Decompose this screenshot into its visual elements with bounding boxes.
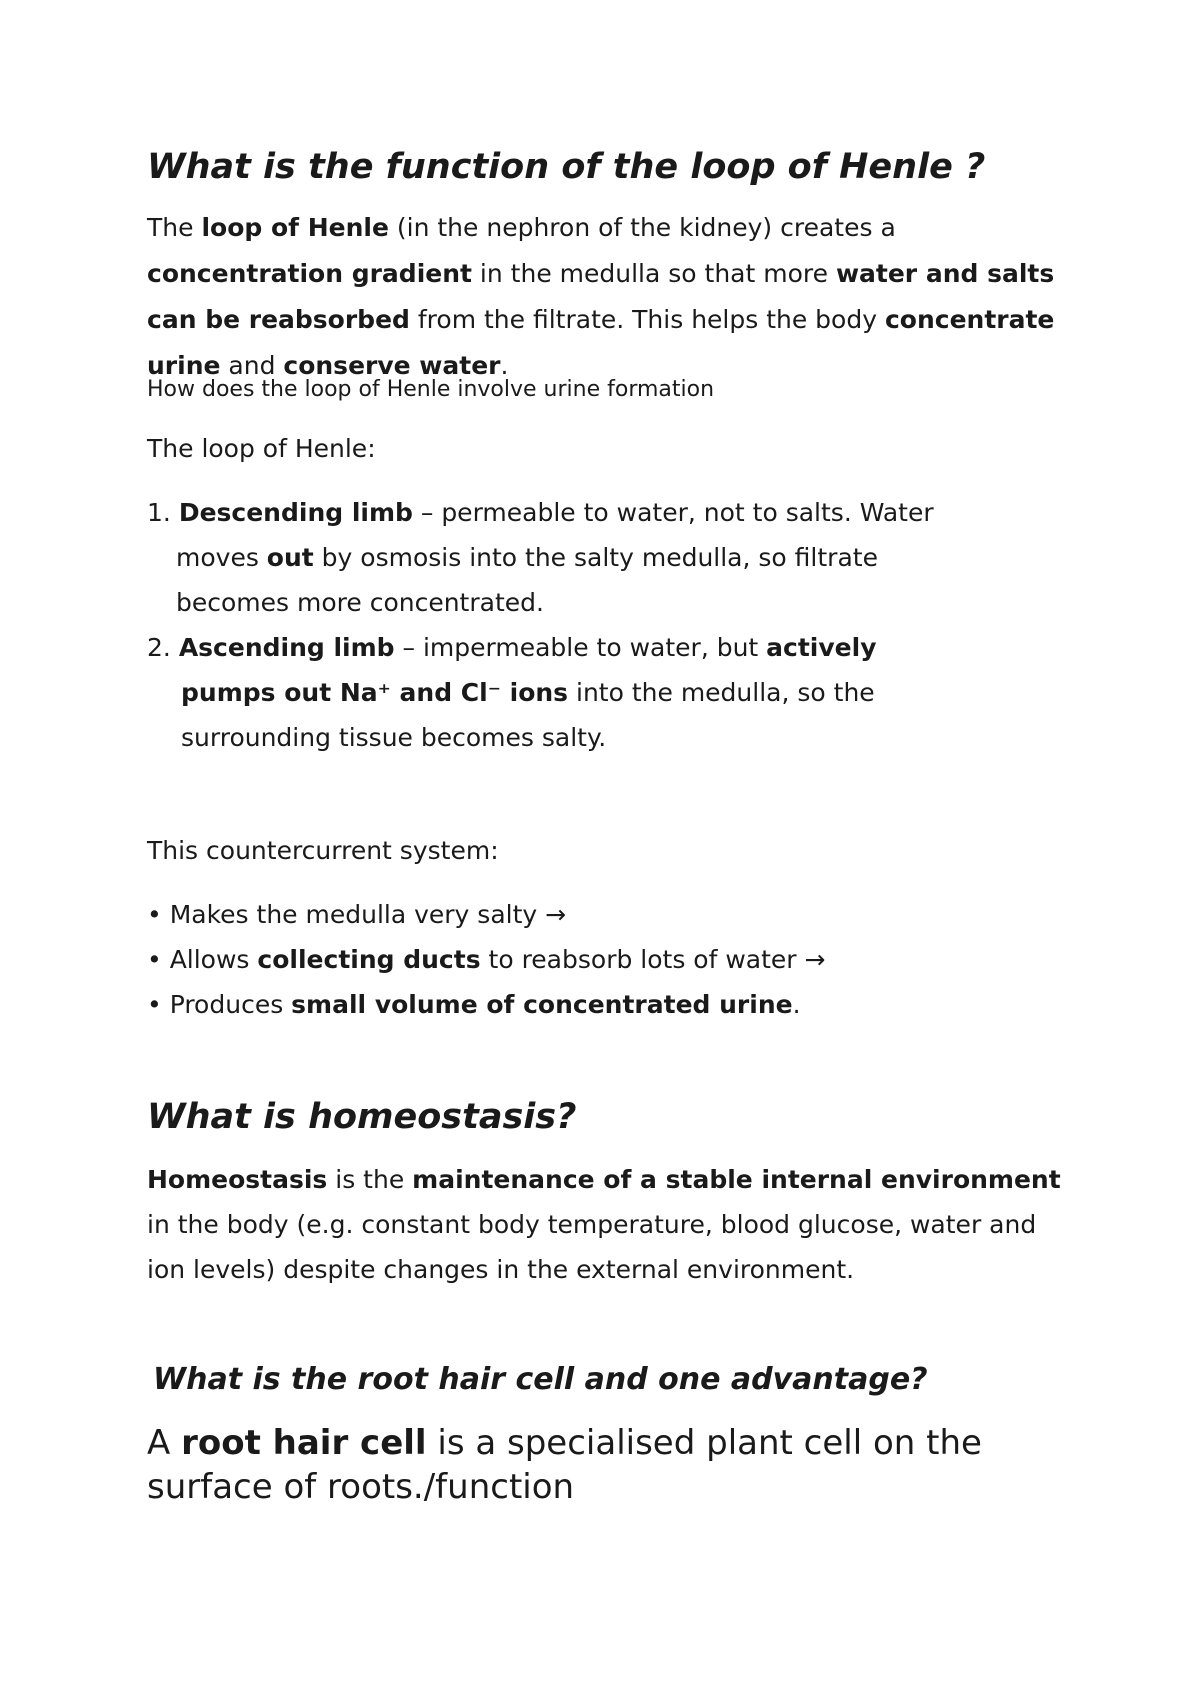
bullet-item	[147, 982, 825, 1027]
text-run: to reabsorb lots of water →	[480, 945, 826, 974]
step-number: 1.	[147, 498, 171, 527]
text-run: in the medulla so that more	[471, 259, 836, 288]
heading-homeostasis: What is homeostasis?	[147, 1097, 577, 1137]
text-run: is the	[327, 1165, 413, 1194]
text-run: from the filtrate. This helps the body	[409, 305, 885, 334]
bold-text: Homeostasis	[147, 1165, 328, 1194]
step-ascending-limb	[147, 625, 934, 760]
step-line	[147, 535, 934, 580]
bold-text: concentration gradient	[147, 259, 472, 288]
countercurrent-bullets	[147, 892, 825, 1027]
step-line	[171, 633, 877, 662]
heading-root-hair-cell: What is the root hair cell and one advantage?	[153, 1362, 928, 1397]
bold-text: out	[266, 543, 314, 572]
bold-text: root hair cell	[181, 1423, 427, 1463]
bold-text: small volume of concentrated urine	[291, 990, 793, 1019]
text-run: is a specialised plant cell on the surface of roots./function	[147, 1423, 982, 1507]
root-hair-cell-paragraph	[147, 1421, 1077, 1509]
text-run: – impermeable to water, but	[394, 633, 767, 662]
text-run: surrounding tissue becomes salty.	[181, 723, 607, 752]
bullet-item	[147, 892, 825, 937]
bold-text: maintenance of a stable internal environment	[412, 1165, 1061, 1194]
text-run: by osmosis into the salty medulla, so filtrate	[313, 543, 878, 572]
text-run: into the medulla, so the	[568, 678, 875, 707]
text-run: moves	[176, 543, 267, 572]
countercurrent-intro: This countercurrent system:	[147, 836, 499, 865]
bold-text: water and salts can be reabsorbed	[147, 259, 1055, 334]
text-run: • Makes the medulla very salty →	[147, 900, 567, 929]
loop-of-henle-intro: The loop of Henle:	[147, 434, 376, 463]
step-line	[171, 498, 934, 527]
step-number: 2.	[147, 633, 171, 662]
bold-text: conserve water	[283, 351, 501, 380]
bold-text: actively	[766, 633, 877, 662]
text-run	[171, 498, 179, 527]
bold-text: loop of Henle	[201, 213, 389, 242]
text-run: – permeable to water, not to salts. Water	[412, 498, 934, 527]
text-run: A	[147, 1423, 182, 1463]
text-run: becomes more concentrated.	[176, 588, 544, 617]
bold-text: Descending limb	[178, 498, 413, 527]
step-line	[147, 670, 934, 715]
bold-text: concentrate urine	[147, 305, 1055, 380]
text-run: and	[220, 351, 284, 380]
text-run: .	[792, 990, 801, 1019]
subquestion-urine-formation: How does the loop of Henle involve urine formation	[147, 377, 715, 402]
bold-text: Ascending limb	[178, 633, 395, 662]
bold-text: pumps out Na⁺ and Cl⁻ ions	[181, 678, 569, 707]
bullet-item	[147, 937, 825, 982]
step-descending-limb	[147, 490, 934, 625]
homeostasis-paragraph	[147, 1157, 1077, 1292]
loop-of-henle-steps	[147, 490, 934, 760]
loop-of-henle-paragraph	[147, 205, 1077, 389]
step-line	[147, 580, 934, 625]
text-run: • Allows	[147, 945, 258, 974]
text-run: in the body (e.g. constant body temperature, blood glucose, water and ion levels) despite changes in the external environment.	[147, 1210, 1037, 1284]
bold-text: collecting ducts	[257, 945, 481, 974]
text-run: (in the nephron of the kidney) creates a	[388, 213, 896, 242]
text-run	[171, 633, 179, 662]
step-line	[147, 715, 934, 760]
text-run: .	[500, 351, 509, 380]
text-run: The	[147, 213, 202, 242]
heading-loop-of-henle: What is the function of the loop of Henle ?	[147, 147, 986, 187]
text-run: • Produces	[147, 990, 292, 1019]
